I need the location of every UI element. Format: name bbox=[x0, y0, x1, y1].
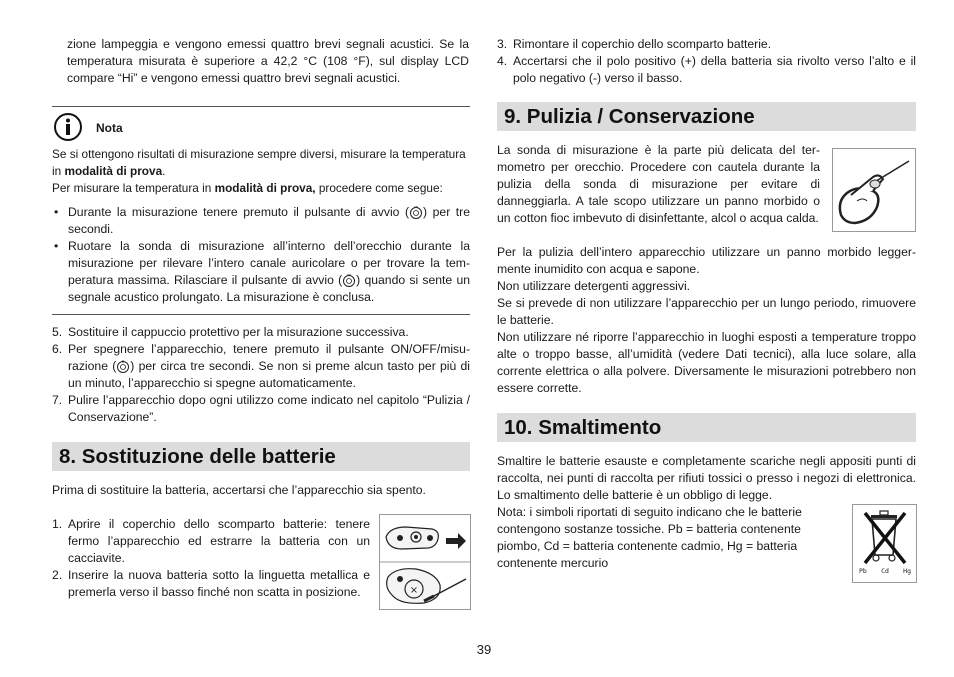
section-8-steps bbox=[52, 516, 370, 601]
section-9-paragraph-2: Per la pulizia dell’intero apparecchio utilizzare un panno morbido leggermente inumidito con acqua e sapone. bbox=[497, 245, 916, 276]
battery-step-3: 3. Rimontare il coperchio dello scomparto batterie. bbox=[497, 37, 772, 51]
note-bottom-rule bbox=[52, 314, 470, 315]
steps-list-5-7 bbox=[52, 324, 470, 426]
section-8-heading: 8. Sostituzione delle batterie bbox=[52, 442, 470, 471]
step-7: 7. Pulire l’apparecchio dopo ogni utilizzo come indicato nel capitolo “Pulizia / Conservazione”. bbox=[52, 393, 470, 424]
note-bullet-2: • Ruotare la sonda di misurazione all’interno dell’orecchio durante la misurazione per rilevare l’intero canale auricolare o per trovare la temperatura massima. Rilasciare il pulsante di avvio ( ON ) quando si sente un segnale acustico prolungato. La misurazione è conclusa. bbox=[54, 239, 471, 304]
intro-paragraph: zione lampeggia e vengono emessi quattro brevi segnali acustici. Se la temperatura misurata è superiore a 42,2 °C (108 °F), sul display LCD compare “Hi” e vengono emessi quattro brevi segnali acustici. bbox=[67, 37, 469, 85]
probe-cleaning-illustration bbox=[832, 148, 916, 232]
note-paragraph-1: Se si ottengono risultati di misurazione sempre diversi, misurare la temperatura in modalità di prova. bbox=[52, 147, 466, 178]
heavy-metal-labels bbox=[859, 567, 911, 576]
section-9-heading: 9. Pulizia / Conservazione bbox=[497, 102, 916, 131]
note-top-rule bbox=[52, 106, 470, 107]
svg-text:ON: ON bbox=[346, 273, 352, 277]
section-10-paragraph-1: Smaltire le batterie esauste e completamente scariche negli appositi punti di raccolta, nei punti di raccolta per rifiuti tossici o presso i negozi di elettronica. Lo smaltimento delle batterie è un obbligo di legge. bbox=[497, 454, 916, 502]
start-button-icon bbox=[409, 205, 423, 219]
onoff-button-icon bbox=[116, 359, 130, 373]
svg-text:×: × bbox=[409, 585, 419, 596]
step-6: 6. Per spegnere l’apparecchio, tenere premuto il pulsante ON/OFF/misurazione ( ) per circa tre secondi. Se non si preme alcun tasto per più di un minuto, l’apparecchio si spegne automaticamente. bbox=[52, 342, 470, 390]
note-paragraph-2: Per misurare la temperatura in modalità di prova, procedere come segue: bbox=[52, 181, 443, 195]
steps-list-3-4 bbox=[497, 36, 916, 87]
section-9-paragraph-5: Non utilizzare né riporre l’apparecchio in luoghi esposti a temperature troppo alte o troppo basse, all’umidità (vedere Dati tecnici), alla luce solare, alla corrente elettrica o alla polvere. Diversamente le misurazioni potrebbero non essere corrette. bbox=[497, 330, 916, 395]
svg-text:ON: ON bbox=[413, 205, 419, 209]
battery-replacement-illustration bbox=[379, 514, 471, 610]
section-10-heading: 10. Smaltimento bbox=[497, 413, 916, 442]
note-title: Nota bbox=[96, 121, 123, 135]
note-bullet-list bbox=[52, 204, 470, 306]
info-icon bbox=[53, 112, 85, 147]
section-9-paragraph-1: La sonda di misurazione è la parte più delicata del termometro per orecchio. Procedere con cautela durante la pulizia della sonda di misurazione per evitare di danneggiarla. A tale scopo utilizzare un panno morbido o un cotton fioc imbevuto di disinfettante, alcol o acqua calda. bbox=[497, 143, 820, 225]
label-cd: Cd bbox=[881, 567, 889, 575]
section-10-paragraph-2: Nota: i simboli riportati di seguito indicano che le batterie contengono sostanze tossiche. Pb = batteria contenente piombo, Cd = batteria contenente cadmio, Hg = batteria contenente mercurio bbox=[497, 505, 802, 570]
section-9-paragraph-3: Non utilizzare detergenti aggressivi. bbox=[497, 279, 691, 293]
section-9-paragraph-4: Se si prevede di non utilizzare l’apparecchio per un lungo periodo, rimuovere le batterie. bbox=[497, 296, 916, 327]
start-button-icon bbox=[342, 273, 356, 287]
battery-step-2: 2. Inserire la nuova batteria sotto la linguetta metallica e premerla verso il basso finché non scatta in posizione. bbox=[52, 568, 370, 599]
label-pb: Pb bbox=[859, 567, 867, 575]
step-5: 5. Sostituire il cappuccio protettivo per la misurazione successiva. bbox=[52, 325, 409, 339]
section-8-intro: Prima di sostituire la batteria, accertarsi che l’apparecchio sia spento. bbox=[52, 483, 426, 497]
battery-step-4: 4. Accertarsi che il polo positivo (+) della batteria sia rivolto verso l’alto e il polo negativo (-) verso il basso. bbox=[497, 54, 916, 85]
label-hg: Hg bbox=[903, 567, 911, 575]
battery-step-1: 1. Aprire il coperchio dello scomparto batterie: tenere fermo l’apparecchio ed estrarre la batteria con un cacciavite. bbox=[52, 517, 370, 565]
page-number: 39 bbox=[476, 642, 492, 657]
note-bullet-1: • Durante la misurazione tenere premuto il pulsante di avvio ( ON ) per tre secondi. bbox=[54, 205, 470, 236]
crossed-bin-symbol-icon bbox=[852, 504, 917, 583]
